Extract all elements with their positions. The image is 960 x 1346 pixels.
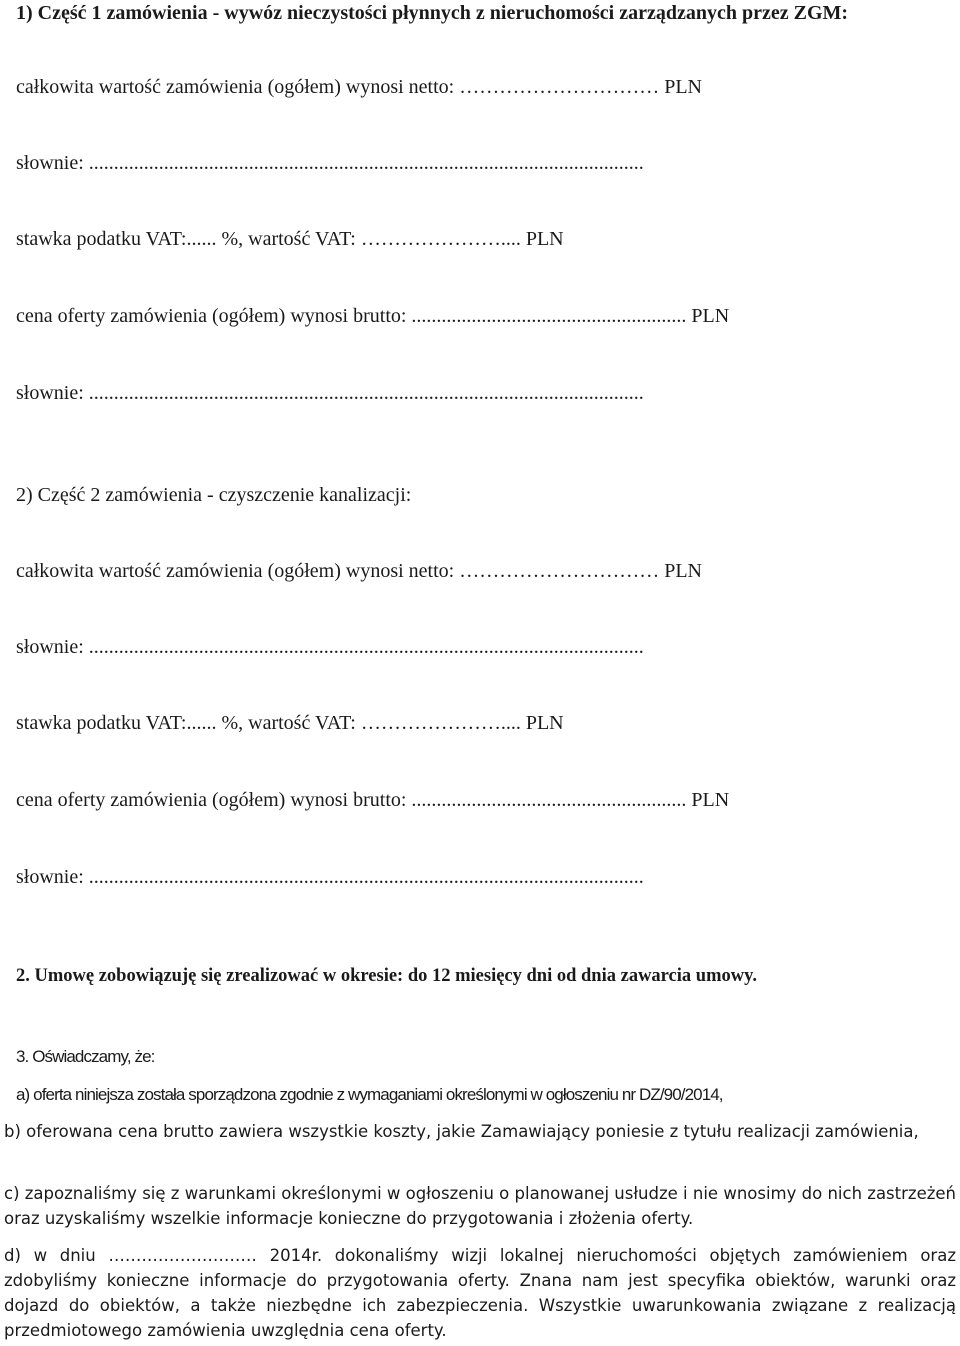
part2-net-line [16, 560, 702, 583]
part2-net-label: całkowita wartość zamówienia (ogółem) wynosi netto: [16, 560, 455, 582]
contract-term-statement: 2. Umowę zobowiązuję się zrealizować w okresie: do 12 miesięcy dni od dnia zawarcia umowy. [16, 966, 757, 986]
declaration-d: d) w dniu ……………………… 2014r. dokonaliśmy wizji lokalnej nieruchomości objętych zamówieniem oraz zdobyliśmy konieczne informacje do przygotowania oferty. Znana nam jest specyfika obiektów, warunki oraz dojazd do obiektów, a także niezbędne ich zabezpieczenia. Wszystkie uwarunkowania związane z realizacją przedmiotowego zamówienia uwzględnia cena oferty. [4, 1246, 956, 1340]
declaration-b: b) oferowana cena brutto zawiera wszystkie koszty, jakie Zamawiający poniesie z tytułu realizacji zamówienia, [4, 1122, 919, 1141]
part1-vat-line [16, 228, 564, 251]
part2-net-blank[interactable]: ………………………… PLN [459, 560, 702, 582]
part2-words-net[interactable]: słownie: ............................................................................................................... [16, 636, 644, 658]
part1-net-label: całkowita wartość zamówienia (ogółem) wynosi netto: [16, 76, 455, 98]
part1-words-net[interactable]: słownie: ............................................................................................................... [16, 152, 644, 174]
declaration-a: a) oferta niniejsza została sporządzona zgodnie z wymaganiami określonymi w ogłoszeniu nr DZ/90/2014, [16, 1085, 723, 1104]
part1-heading: 1) Część 1 zamówienia - wywóz nieczystości płynnych z nieruchomości zarządzanych przez ZGM: [16, 2, 849, 24]
part2-words-gross[interactable]: słownie: ............................................................................................................... [16, 866, 644, 888]
part2-vat-line [16, 712, 564, 735]
declarations-heading: 3. Oświadczamy, że: [16, 1047, 155, 1066]
part2-heading: 2) Część 2 zamówienia - czyszczenie kanalizacji: [16, 484, 412, 506]
part2-gross-line[interactable]: cena oferty zamówienia (ogółem) wynosi brutto: ....................................................... PLN [16, 789, 730, 811]
part2-vat-blank[interactable]: ………………….... PLN [360, 712, 564, 734]
part1-net-blank[interactable]: ………………………… PLN [459, 76, 702, 98]
part2-vat-label: stawka podatku VAT:...... %, wartość VAT: [16, 712, 356, 734]
part1-vat-blank[interactable]: ………………….... PLN [360, 228, 564, 250]
part1-net-line [16, 76, 702, 99]
part1-words-gross[interactable]: słownie: ............................................................................................................... [16, 382, 644, 404]
part1-vat-label: stawka podatku VAT:...... %, wartość VAT: [16, 228, 356, 250]
part1-gross-line[interactable]: cena oferty zamówienia (ogółem) wynosi brutto: ....................................................... PLN [16, 305, 730, 327]
declaration-c: c) zapoznaliśmy się z warunkami określonymi w ogłoszeniu o planowanej usłudze i nie wnosimy do nich zastrzeżeń oraz uzyskaliśmy wszelkie informacje konieczne do przygotowania i złożenia oferty. [4, 1184, 956, 1228]
